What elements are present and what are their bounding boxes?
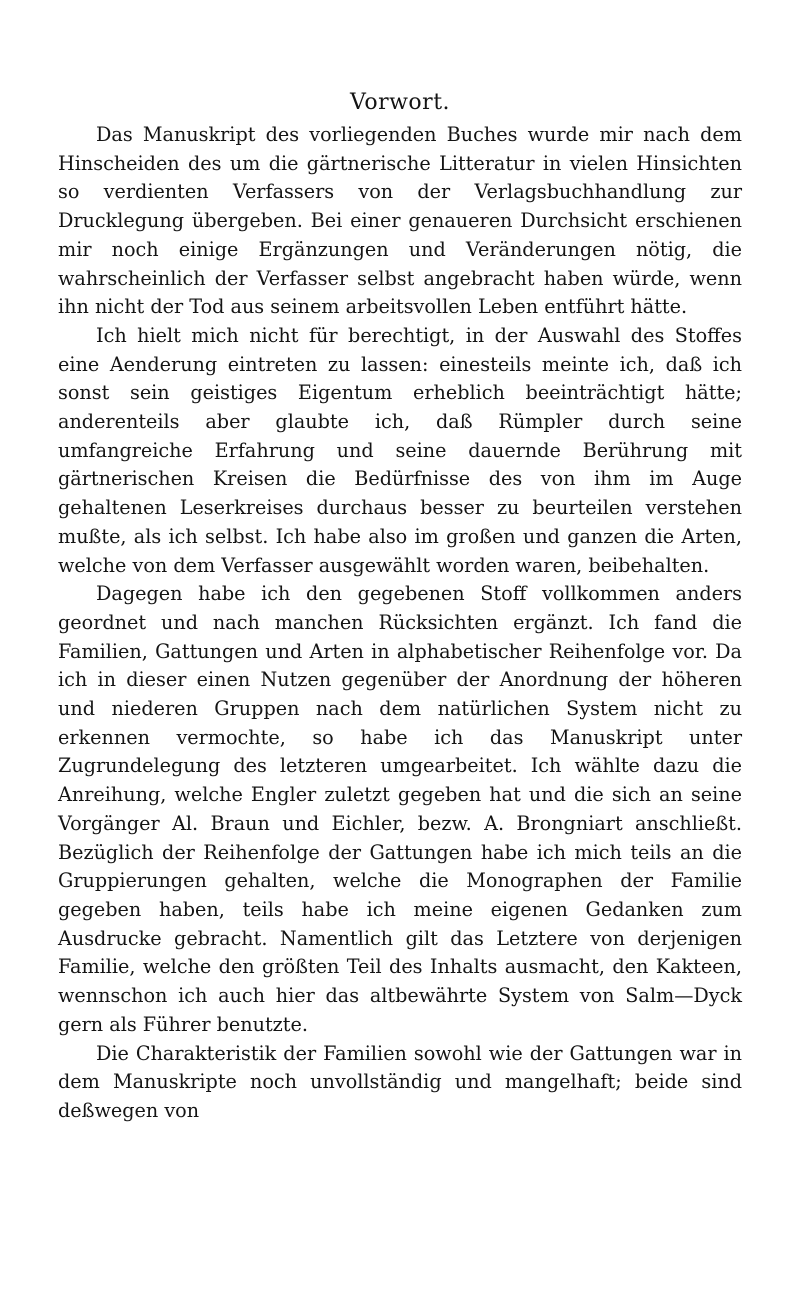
page-title: Vorwort. — [349, 90, 451, 115]
paragraph-3: Dagegen habe ich den gegebenen Stoff vollkommen anders geordnet und nach manchen Rücksichten ergänzt. Ich fand die Familien, Gattungen und Arten in alphabetischer Reihenfolge vor. Da ich in dieser einen Nutzen gegenüber der Anordnung der höheren und niederen Gruppen nach dem natürlichen System nicht zu erkennen vermochte, so habe ich das Manuskript unter Zugrundelegung des letzteren umgearbeitet. Ich wählte dazu die Anreihung, welche Engler zuletzt gegeben hat und die sich an seine Vorgänger Al. Braun und Eichler, bezw. A. Brongniart anschließt. Bezüglich der Reihenfolge der Gattungen habe ich mich teils an die Gruppierungen gehalten, welche die Monographen der Familie gegeben haben, teils habe ich meine eigenen Gedanken zum Ausdrucke gebracht. Namentlich gilt das Letztere von derjenigen Familie, welche den größten Teil des Inhalts ausmacht, den Kakteen, wennschon ich auch hier das altbewährte System von Salm—Dyck gern als Führer benutzte. — [58, 582, 742, 1036]
paragraph-4: Die Charakteristik der Familien sowohl wie der Gattungen war in dem Manuskripte noch unvollständig und mangelhaft; beide sind deßwegen von — [58, 1041, 742, 1122]
page — [58, 90, 742, 1126]
paragraph-2: Ich hielt mich nicht für berechtigt, in der Auswahl des Stoffes eine Aenderung eintreten zu lassen: einesteils meinte ich, daß ich sonst sein geistiges Eigentum erheblich beeinträchtigt hätte; anderenteils aber glaubte ich, daß Rümpler durch seine umfangreiche Erfahrung und seine dauernde Berührung mit gärtnerischen Kreisen die Bedürfnisse des von ihm im Auge gehaltenen Leserkreises durchaus besser zu beurteilen verstehen mußte, als ich selbst. Ich habe also im großen und ganzen die Arten, welche von dem Verfasser ausgewählt worden waren, beibehalten. — [58, 323, 742, 577]
paragraph-1: Das Manuskript des vorliegenden Buches wurde mir nach dem Hinscheiden des um die gärtnerische Litteratur in vielen Hinsichten so verdienten Verfassers von der Verlagsbuchhandlung zur Drucklegung übergeben. Bei einer genaueren Durchsicht erschienen mir noch einige Ergänzungen und Veränderungen nötig, die wahrscheinlich der Verfasser selbst angebracht haben würde, wenn ihn nicht der Tod aus seinem arbeitsvollen Leben entführt hätte. — [58, 123, 742, 319]
